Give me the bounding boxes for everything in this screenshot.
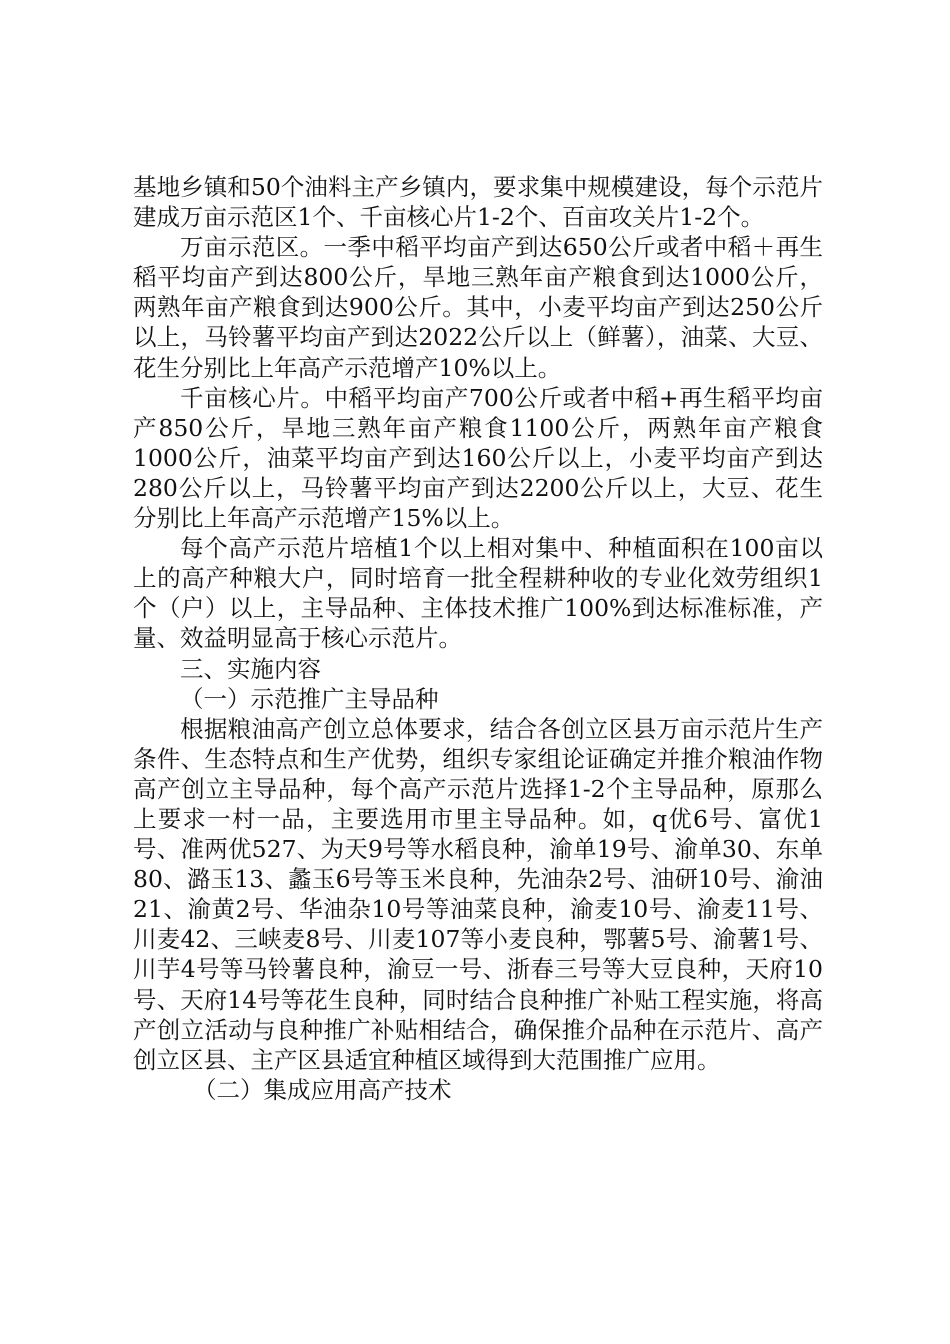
section-heading-implementation: 三、实施内容 [180,654,321,683]
subsection-heading-techniques: （二）集成应用高产技术 [193,1075,452,1104]
paragraph-large-growers: 每个高产示范片培植1个以上相对集中、种植面积在100亩以上的高产种粮大户，同时培育一批全程耕种收的专业化效劳组织1个（户）以上，主导品种、主体技术推广100%到达标准标准，产量、效益明显高于核心示范片。 [133,534,823,653]
paragraph-varieties: 根据粮油高产创立总体要求，结合各创立区县万亩示范片生产条件、生态特点和生产优势，组织专家组论证确定并推介粮油作物高产创立主导品种，每个高产示范片选择1-2个主导品种，原那么上要求一村一品，主要选用市里主导品种。如，q优6号、富优1号、准两优527、为天9号等水稻良种，渝单19号、渝单30、东单80、潞玉13、蠡玉6号等玉米良种，先油杂2号、油研10号、渝油21、渝黄2号、华油杂10号等油菜良种，渝麦10号、渝麦11号、川麦42、三峡麦8号、川麦107等小麦良种，鄂薯5号、渝薯1号、川芋4号等马铃薯良种，渝豆一号、浙春三号等大豆良种，天府10号、天府14号等花生良种，同时结合良种推广补贴工程实施，将高产创立活动与良种推广补贴相结合，确保推介品种在示范片、高产创立区县、主产区县适宜种植区域得到大范围推广应用。 [133,714,823,1074]
subsection-heading-varieties: （一）示范推广主导品种 [180,684,439,713]
document-body [133,172,823,1105]
paragraph-wanmu-demo-zone: 万亩示范区。一季中稻平均亩产到达650公斤或者中稻＋再生稻平均亩产到达800公斤，旱地三熟年亩产粮食到达1000公斤，两熟年亩产粮食到达900公斤。其中，小麦平均亩产到达250公斤以上，马铃薯平均亩产到达2022公斤以上（鲜薯），油菜、大豆、花生分别比上年高产示范增产10%以上。 [133,233,823,382]
paragraph-continuation: 基地乡镇和50个油料主产乡镇内，要求集中规模建设，每个示范片建成万亩示范区1个、千亩核心片1-2个、百亩攻关片1-2个。 [133,173,823,232]
paragraph-qianmu-core-zone: 千亩核心片。中稻平均亩产700公斤或者中稻+再生稻平均亩产850公斤，旱地三熟年亩产粮食1100公斤，两熟年亩产粮食1000公斤，油菜平均亩产到达160公斤以上，小麦平均亩产到达280公斤以上，马铃薯平均亩产到达2200公斤以上，大豆、花生分别比上年高产示范增产15%以上。 [133,383,823,533]
